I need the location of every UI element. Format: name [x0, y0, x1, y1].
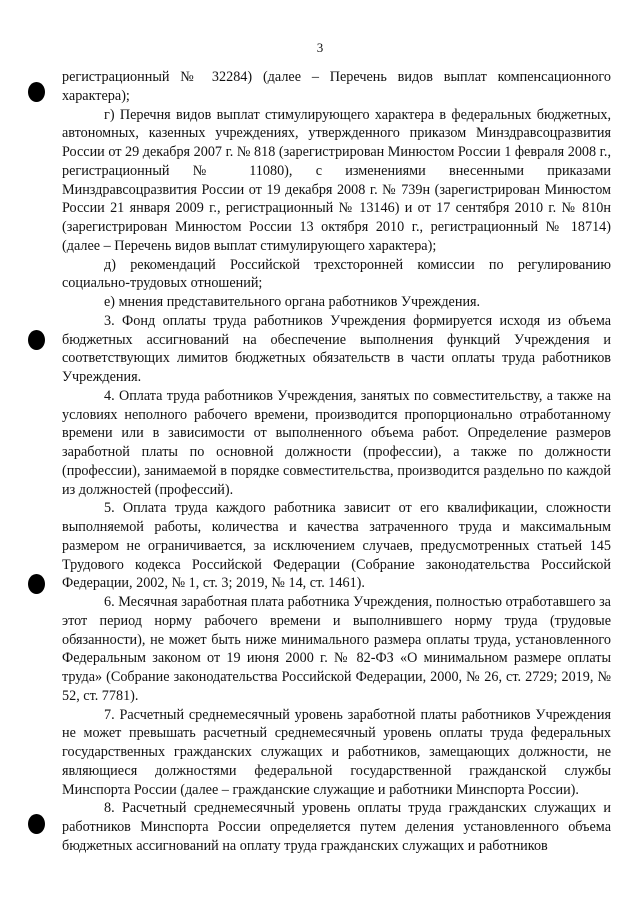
- paragraph: г) Перечня видов выплат стимулирующего характера в федеральных бюджетных, автономных, казенных учреждениях, утвержденного приказом Минздравсоцразвития России от 29 декабря 2007 г. № 818 (зарегистрирован Минюстом России 1 февраля 2008 г., регистрационный № 11080), с изменениями внесенными приказами Минздравсоцразвития России от 19 декабря 2008 г. № 739н (зарегистрирован Минюстом России 21 января 2009 г., регистрационный № 13146) и от 17 сентября 2010 г. № 810н (зарегистрирован Минюстом России 13 октября 2010 г., регистрационный № 18714) (далее – Перечень видов выплат стимулирующего характера);: [62, 106, 611, 254]
- punch-hole-mark: [28, 574, 45, 594]
- document-body: [62, 68, 611, 856]
- paragraph: д) рекомендаций Российской трехсторонней комиссии по регулированию социально-трудовых отношений;: [62, 256, 611, 292]
- paragraph: 6. Месячная заработная плата работника Учреждения, полностью отработавшего за этот период норму рабочего времени и выполнившего норму труда (трудовые обязанности), не может быть ниже минимального размера оплаты труда, установленного Федеральным законом от 19 июня 2000 г. № 82-ФЗ «О минимальном размере оплаты труда» (Собрание законодательства Российской Федерации, 2000, № 26, ст. 2729; 2019, № 52, ст. 7781).: [62, 594, 611, 704]
- paragraph: 7. Расчетный среднемесячный уровень заработной платы работников Учреждения не может превышать расчетный среднемесячный уровень оплаты труда федеральных государственных гражданских служащих и работников, замещающих должности, не являющиеся должностями федеральной государственной гражданской службы Минспорта России (далее – гражданские служащие и работники Минспорта России).: [62, 706, 611, 798]
- paragraph: 3. Фонд оплаты труда работников Учреждения формируется исходя из объема бюджетных ассигнований на обеспечение выполнения функций Учреждения и соответствующих лимитов бюджетных обязательств в части оплаты труда работников Учреждения.: [62, 312, 611, 385]
- paragraph: 8. Расчетный среднемесячный уровень оплаты труда гражданских служащих и работников Минспорта России определяется путем деления установленного объема бюджетных ассигнований на оплату труда гражданских служащих и работников: [62, 800, 611, 854]
- punch-hole-mark: [28, 814, 45, 834]
- paragraph: е) мнения представительного органа работников Учреждения.: [104, 294, 481, 310]
- punch-hole-mark: [28, 330, 45, 350]
- paragraph: 4. Оплата труда работников Учреждения, занятых по совместительству, а также на условиях неполного рабочего времени, производится пропорционально отработанному времени или в зависимости от выполненного объема работ. Определение размеров заработной платы по основной должности (профессии), а также по должности (профессии), занимаемой в порядке совместительства, производится раздельно по каждой из должностей (профессий).: [62, 387, 611, 498]
- punch-hole-mark: [28, 82, 45, 102]
- paragraph: регистрационный № 32284) (далее – Перечень видов выплат компенсационного характера);: [62, 69, 611, 104]
- paragraph: 5. Оплата труда каждого работника зависит от его квалификации, сложности выполняемой работы, количества и качества затраченного труда и максимальным размером не ограничивается, за исключением случаев, предусмотренных статьей 145 Трудового кодекса Российской Федерации (Собрание законодательства Российской Федерации, 2002, № 1, ст. 3; 2019, № 14, ст. 1461).: [62, 500, 611, 592]
- page-number: 3: [316, 40, 324, 55]
